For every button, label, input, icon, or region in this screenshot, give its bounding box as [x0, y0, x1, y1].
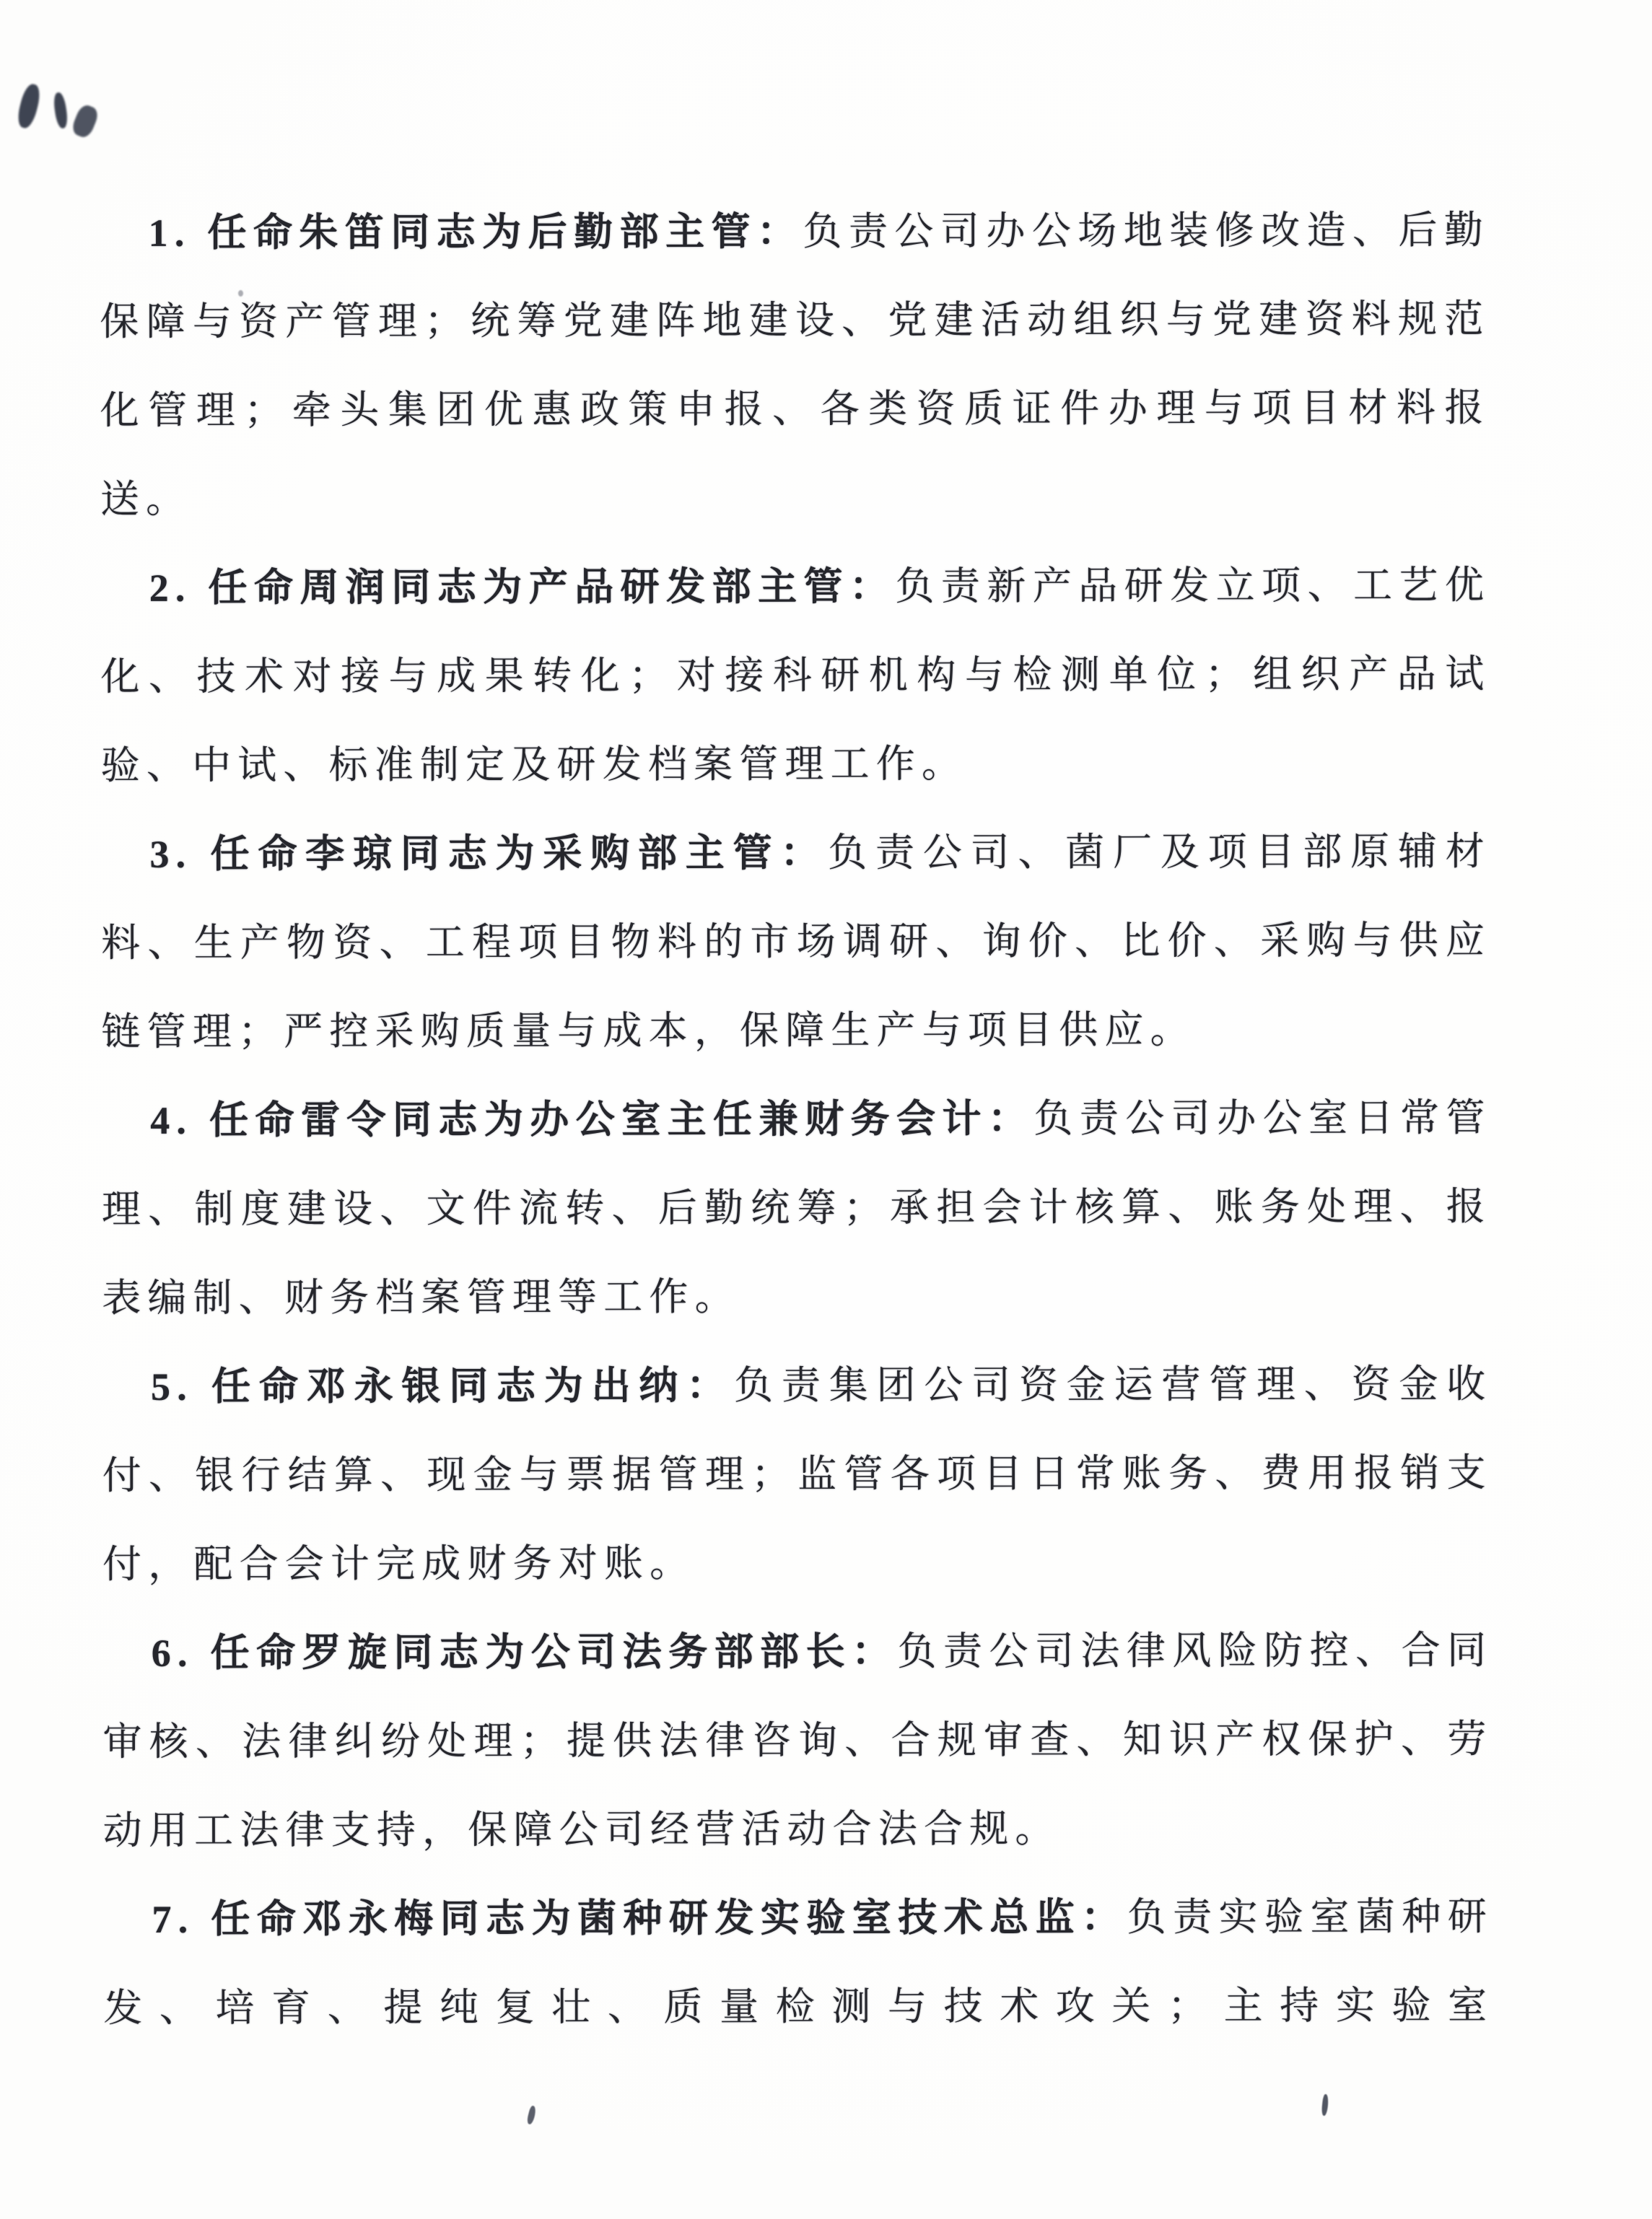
appointment-item-1: [100, 186, 1490, 544]
appointment-item-3: [101, 807, 1492, 1077]
appointment-heading: 6. 任命罗旋同志为公司法务部部长：: [151, 1629, 898, 1675]
appointment-heading: 2. 任命周润同志为产品研发部主管：: [149, 564, 896, 610]
appointment-duties: 负责集团公司资金运营管理、资金收付、银行结算、现金与票据管理；监管各项目日常账务、费用报销支付，配合会计完成财务对账。: [102, 1362, 1493, 1586]
appointment-item-4: [102, 1074, 1493, 1343]
appointment-item-2: [100, 541, 1491, 810]
appointment-duties: 负责实验室菌种研发、培育、提纯复壮、质量检测与技术攻关；主持实验室: [103, 1894, 1494, 2030]
appointment-duties: 负责新产品研发立项、工艺优化、技术对接与成果转化；对接科研机构与检测单位；组织产品试验、中试、标准制定及研发档案管理工作。: [100, 563, 1491, 787]
appointment-heading: 3. 任命李琼同志为采购部主管：: [149, 831, 829, 876]
ink-smudge-top-left-icon: [15, 82, 43, 130]
appointment-item-5: [102, 1340, 1493, 1609]
appointment-duties: 负责公司办公场地装修改造、后勤保障与资产管理；统筹党建阵地建设、党建活动组织与党建资料规范化管理；牵头集团优惠政策申报、各类资质证件办理与项目材料报送。: [100, 208, 1490, 521]
ink-smudge-top-left-icon: [53, 92, 69, 129]
appointment-notice-body: [100, 186, 1493, 2053]
appointment-heading: 4. 任命雷令同志为办公室主任兼财务会计：: [150, 1097, 1034, 1142]
appointment-duties: 负责公司、菌厂及项目部原辅材料、生产物资、工程项目物料的市场调研、询价、比价、采购与供应链管理；严控采购质量与成本，保障生产与项目供应。: [101, 829, 1492, 1054]
appointment-heading: 7. 任命邓永梅同志为菌种研发实验室技术总监：: [152, 1896, 1127, 1941]
appointment-item-6: [102, 1606, 1493, 1876]
pen-tick-bottom-left-icon: [526, 2105, 537, 2124]
appointment-item-7: [103, 1873, 1494, 2053]
appointment-heading: 5. 任命邓永银同志为出纳：: [150, 1364, 735, 1409]
pen-tick-bottom-right-icon: [1321, 2094, 1329, 2117]
appointment-duties: 负责公司办公室日常管理、制度建设、文件流转、后勤统筹；承担会计核算、账务处理、报表编制、财务档案管理等工作。: [101, 1095, 1493, 1320]
ink-smudge-top-left-icon: [70, 102, 100, 139]
appointment-heading: 1. 任命朱笛同志为后勤部主管：: [148, 209, 803, 255]
appointment-duties: 负责公司法律风险防控、合同审核、法律纠纷处理；提供法律咨询、合规审查、知识产权保护、劳动用工法律支持，保障公司经营活动合法合规。: [102, 1628, 1493, 1852]
